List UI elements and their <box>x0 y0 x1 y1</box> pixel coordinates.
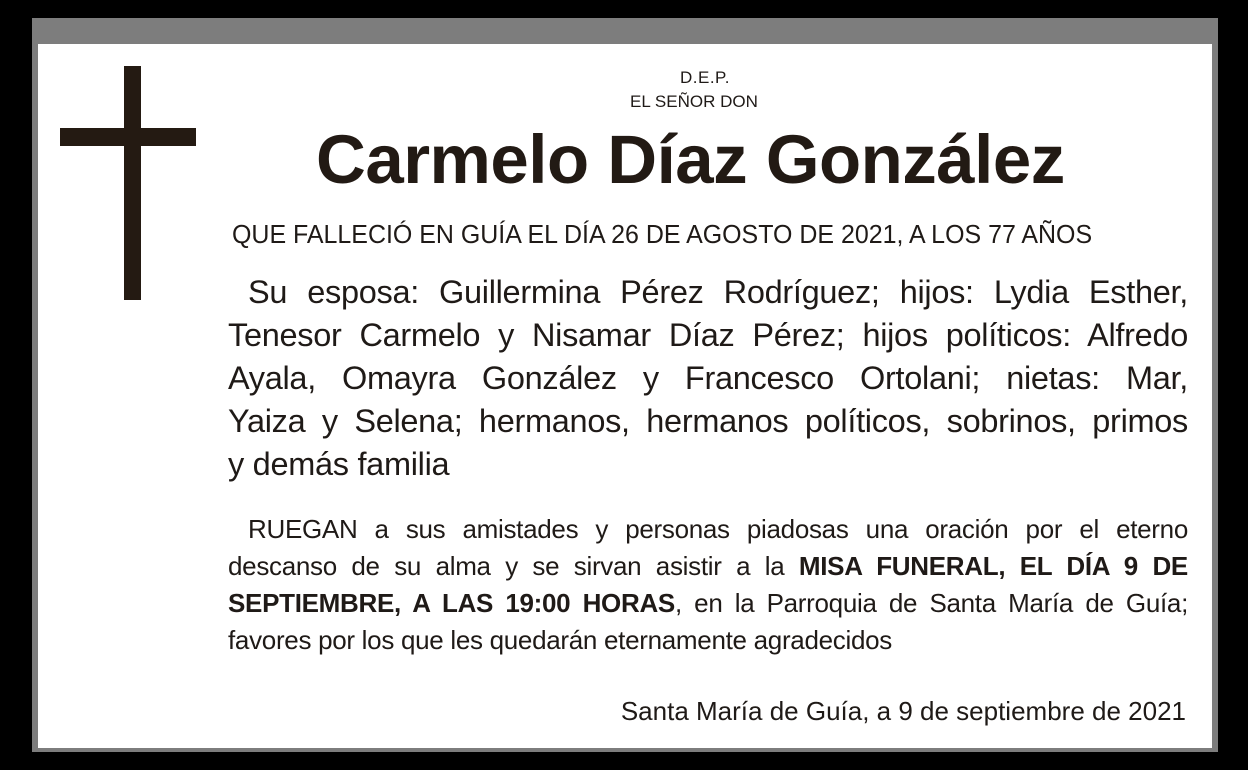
mass-line <box>228 585 1188 622</box>
mass-line: RUEGAN a sus amistades y personas piadosas una oración por el eterno <box>248 514 1188 544</box>
mass-line: favores por los que les quedarán eternamente agradecidos <box>228 625 892 655</box>
family-line: Su esposa: Guillermina Pérez Rodríguez; hijos: Lydia Esther, <box>248 274 1188 310</box>
death-line: QUE FALLECIÓ EN GUÍA EL DÍA 26 DE AGOSTO DE 2021, A LOS 77 AÑOS <box>232 219 1093 249</box>
mass-text: , en la Parroquia de Santa María de Guía; <box>674 588 1188 618</box>
mass-time-bold: SEPTIEMBRE, A LAS 19:00 HORAS <box>228 588 675 618</box>
deceased-name: Carmelo Díaz González <box>316 121 1065 198</box>
cross-vertical-bar <box>124 66 141 300</box>
dep-label: D.E.P. <box>680 68 730 87</box>
notice-card <box>32 18 1218 752</box>
mass-line <box>228 548 1188 585</box>
family-line: Ayala, Omayra González y Francesco Ortolani; nietas: Mar, <box>228 360 1188 396</box>
mass-text: descanso de su alma y se sirvan asistir a la <box>228 551 785 581</box>
notice-paper <box>38 44 1212 748</box>
cross-horizontal-bar <box>60 128 196 146</box>
place-date: Santa María de Guía, a 9 de septiembre de 2021 <box>620 696 1186 726</box>
family-line: y demás familia <box>228 446 450 482</box>
family-line: Tenesor Carmelo y Nisamar Díaz Pérez; hijos políticos: Alfredo <box>228 317 1188 353</box>
family-line: Yaiza y Selena; hermanos, hermanos políticos, sobrinos, primos <box>228 403 1188 439</box>
mass-date-bold: MISA FUNERAL, EL DÍA 9 DE <box>798 551 1188 581</box>
honorific-label: EL SEÑOR DON <box>630 92 758 111</box>
